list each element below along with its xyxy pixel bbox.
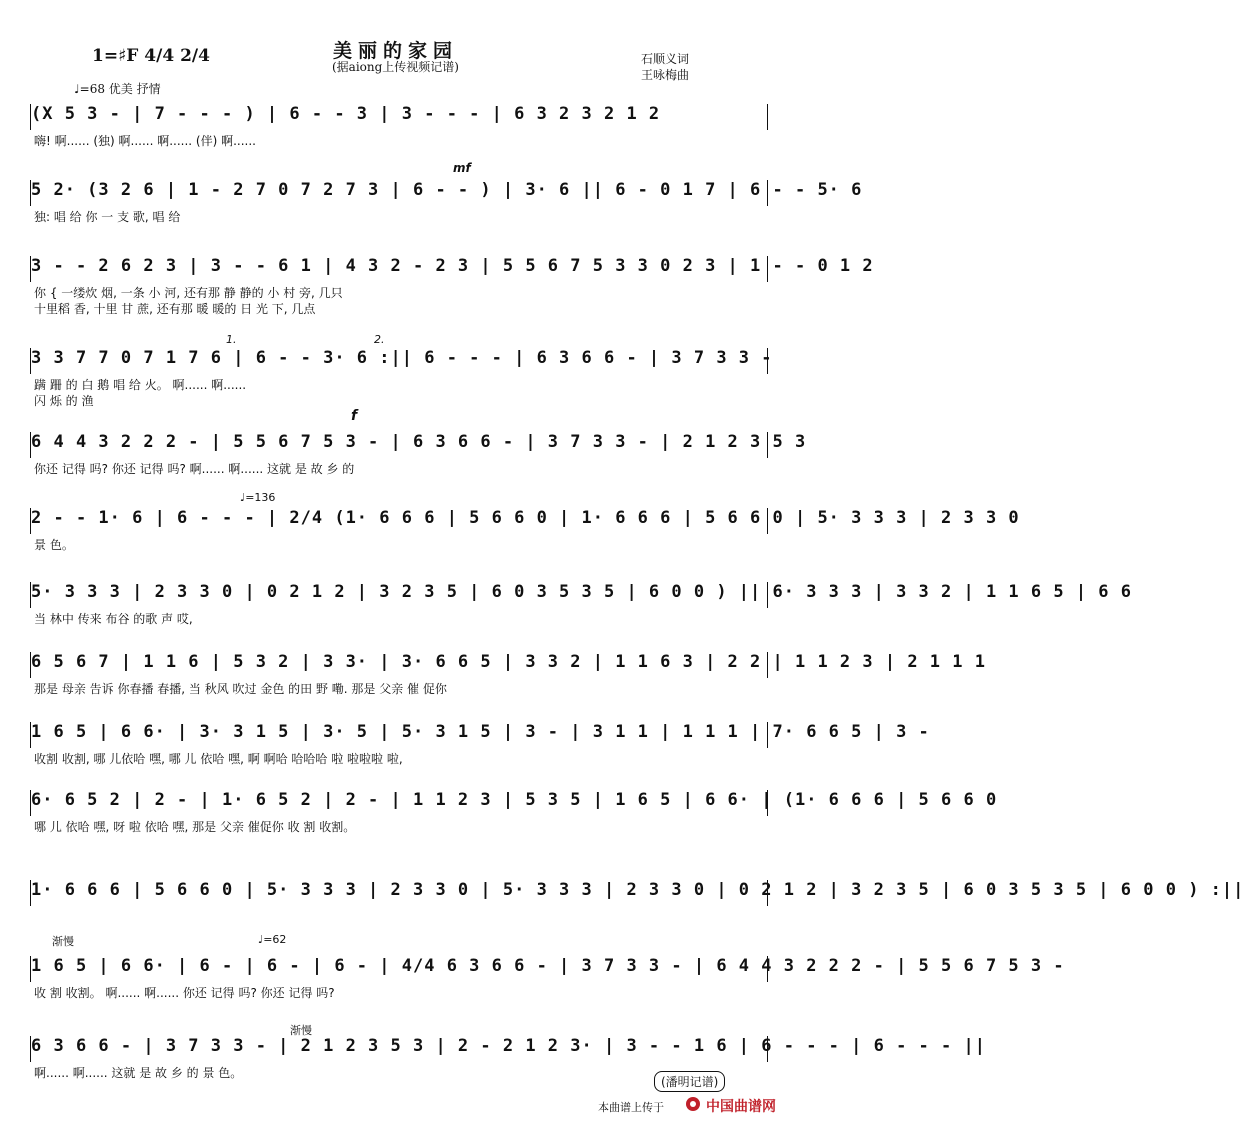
notation-line: 6· 6 5 2 | 2 - | 1· 6 5 2 | 2 - | 1 1 2 3 | 5 3 5 | 1 6 5 | 6 6· | (1· 6 6 6 | 5 6 6 0 (30, 790, 768, 816)
notation-line: 1 6 5 | 6 6· | 3· 3 1 5 | 3· 5 | 5· 3 1 5 | 3 - | 3 1 1 | 1 1 1 | 7· 6 6 5 | 3 - (30, 722, 768, 748)
slow-down-mark: 渐慢 (52, 935, 74, 948)
site-logo: 中国曲谱网 (706, 1099, 776, 1115)
staff-row (30, 652, 986, 712)
notation-line: 5· 3 3 3 | 2 3 3 0 | 0 2 1 2 | 3 2 3 5 | 6 0 3 5 3 5 | 6 0 0 ) || 6· 3 3 3 | 3 3 2 | 1 1 6 5 | 6 6 (30, 582, 768, 608)
lyric-line: 你 { 一缕炊 烟, 一条 小 河, 还有那 静 静的 小 村 旁, 几只 (34, 286, 343, 300)
lyric-line: 十里稻 香, 十里 甘 蔗, 还有那 暖 暖的 日 光 下, 几点 (34, 302, 316, 316)
staff-row (30, 104, 766, 164)
composer: 王咏梅曲 (641, 68, 690, 82)
tempo-change-fast: ♩=136 (240, 491, 276, 504)
song-title: 美丽的家园 (332, 40, 458, 62)
lyric-line: 独: 唱 给 你 一 支 歌, 唱 给 (34, 210, 181, 224)
staff-row (30, 956, 1065, 1016)
lyric-line: 收割 收割, 哪 儿依哈 嘿, 哪 儿 依哈 嘿, 啊 啊哈 哈哈哈 啦 啦啦啦 啦, (34, 752, 403, 766)
notation-line: 6 5 6 7 | 1 1 6 | 5 3 2 | 3 3· | 3· 6 6 5 | 3 3 2 | 1 1 6 3 | 2 2 | 1 1 2 3 | 2 1 1 1 (30, 652, 768, 678)
staff-row (30, 722, 930, 782)
staff-row (30, 790, 998, 850)
lyric-line: 啊...... 啊...... 这就 是 故 乡 的 景 色。 (34, 1066, 243, 1080)
notation-line: 3 - - 2 6 2 3 | 3 - - 6 1 | 4 3 2 - 2 3 | 5 5 6 7 5 3 3 0 2 3 | 1 - - 0 1 2 (30, 256, 768, 282)
notation-line: 2 - - 1· 6 | 6 - - - | 2/4 (1· 6 6 6 | 5 6 6 0 | 1· 6 6 6 | 5 6 6 0 | 5· 3 3 3 | 2 3 3 0 (30, 508, 768, 534)
notation-line: 6 4 4 3 2 2 2 - | 5 5 6 7 5 3 - | 6 3 6 6 - | 3 7 3 3 - | 2 1 2 3 5 3 (30, 432, 768, 458)
lyricist: 石顺义词 (641, 52, 690, 66)
staff-row (30, 880, 1244, 940)
source-note: (据aiong上传视频记谱) (332, 60, 459, 74)
staff-row (30, 256, 874, 316)
lyric-line: 嗨! 啊...... (独) 啊...... 啊...... (伴) 啊...... (34, 134, 256, 148)
staff-row (30, 348, 773, 408)
staff-row (30, 432, 807, 492)
recorder-credit: (潘明记谱) (654, 1071, 725, 1092)
lyric-line: 收 割 收割。 啊...... 啊...... 你还 记得 吗? 你还 记得 吗? (34, 986, 335, 1000)
lyric-line: 景 色。 (34, 538, 74, 552)
staff-row (30, 582, 1133, 642)
lyric-line: 蹒 跚 的 白 鹅 唱 给 火。 啊...... 啊...... (34, 378, 247, 392)
notation-line: 5 2· (3 2 6 | 1 - 2 7 0 7 2 7 3 | 6 - - ) | 3· 6 || 6 - 0 1 7 | 6 - - 5· 6 (30, 180, 768, 206)
dynamic-mf: mf (453, 161, 471, 175)
dynamic-f: f (351, 408, 358, 424)
tempo-change-slow: ♩=62 (258, 933, 287, 946)
lyric-line: 哪 儿 依哈 嘿, 呀 啦 依哈 嘿, 那是 父亲 催促你 收 割 收割。 (34, 820, 356, 834)
notation-line: 1· 6 6 6 | 5 6 6 0 | 5· 3 3 3 | 2 3 3 0 | 5· 3 3 3 | 2 3 3 0 | 0 2 1 2 | 3 2 3 5 | 6 0 3 5 3 5 | 6 0 0 ) :|| (30, 880, 768, 906)
notation-line: (X 5 3 - | 7 - - - ) | 6 - - 3 | 3 - - - | 6 3 2 3 2 1 2 (30, 104, 768, 130)
lyric-line: 那是 母亲 告诉 你春播 春播, 当 秋风 吹过 金色 的田 野 嘞. 那是 父亲 催 促你 (34, 682, 447, 696)
volta-1: 1. (226, 333, 237, 346)
key-signature: 1=♯F 4/4 2/4 (92, 46, 210, 66)
staff-row (30, 180, 863, 240)
lyric-line: 闪 烁 的 渔 (34, 394, 94, 408)
notation-line: 1 6 5 | 6 6· | 6 - | 6 - | 6 - | 4/4 6 3 6 6 - | 3 7 3 3 - | 6 4 4 3 2 2 2 - | 5 5 6 7 5 3 - (30, 956, 768, 982)
upload-note: 本曲谱上传于 (598, 1101, 664, 1114)
tempo-marking: ♩=68 优美 抒情 (74, 82, 161, 96)
lyric-line: 你还 记得 吗? 你还 记得 吗? 啊...... 啊...... 这就 是 故 乡 的 (34, 462, 355, 476)
site-logo-icon (686, 1097, 700, 1111)
notation-line: 3 3 7 7 0 7 1 7 6 | 6 - - 3· 6 :|| 6 - - - | 6 3 6 6 - | 3 7 3 3 - (30, 348, 768, 374)
lyric-line: 当 林中 传来 布谷 的歌 声 哎, (34, 612, 193, 626)
notation-line: 6 3 6 6 - | 3 7 3 3 - | 2 1 2 3 5 3 | 2 - 2 1 2 3· | 3 - - 1 6 | 6 - - - | 6 - - - || (30, 1036, 768, 1062)
slow-down-mark: 渐慢 (290, 1024, 312, 1037)
volta-2: 2. (374, 333, 385, 346)
staff-row (30, 508, 1020, 568)
